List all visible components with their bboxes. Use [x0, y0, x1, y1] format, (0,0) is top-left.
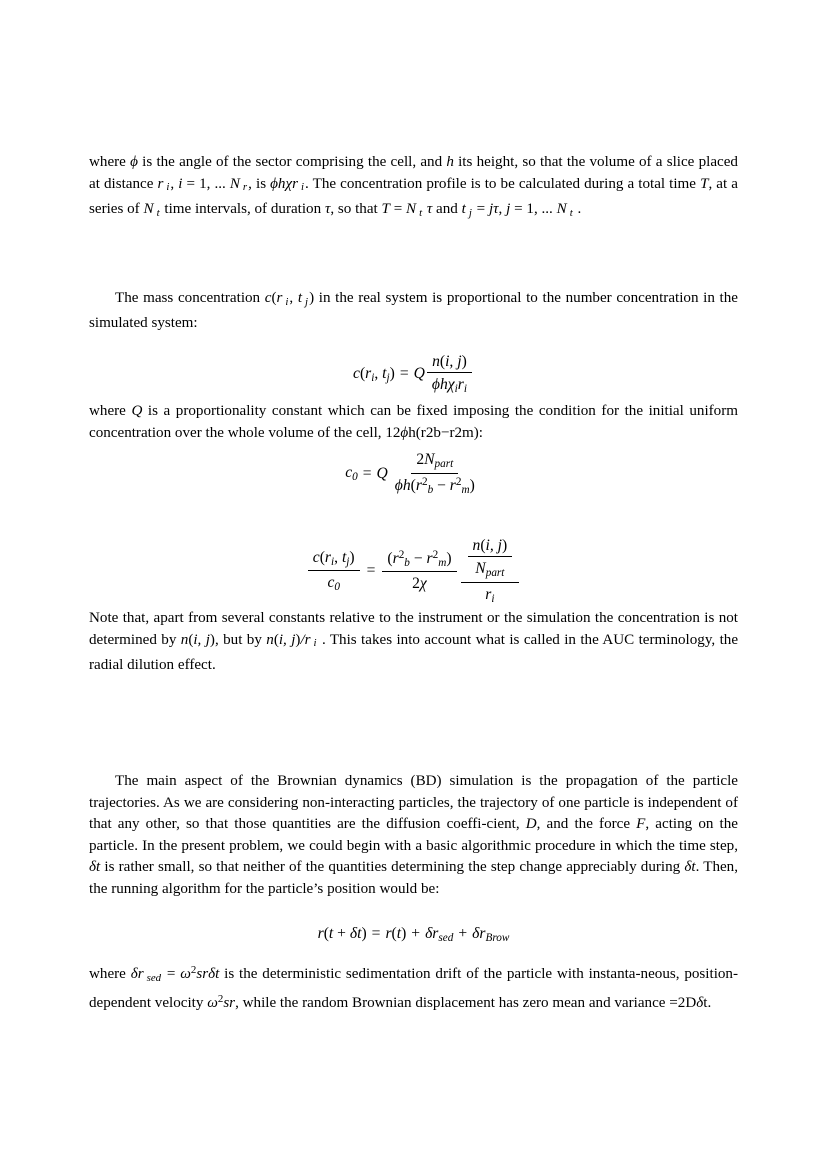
paragraph-text: where ϕ is the angle of the sector comprising the cell, and h its height, so that the volume of a slice placed at distance r i, i = 1, ... N r, is ϕhχr i. The concentration profile is to be calculated during a total time T, at a series of N t time intervals, of duration τ, so that T = N t τ and t j = jτ, j = 1, ... N t .: [89, 154, 738, 219]
eq9-right-denominator: $r_i$: [485, 585, 495, 605]
paragraph-sedimentation-drift: [89, 960, 738, 1015]
eq7-denominator: $\phi h\chi_ir_i$: [431, 376, 467, 395]
eq8-lhs: $c_0$: [345, 464, 358, 484]
paragraph-text: The mass concentration c(r i, t j) in the real system is proportional to the number concentration in the simulated system:: [89, 290, 738, 332]
paragraph-proportionality-constant: [89, 401, 738, 444]
eq9-mid-denominator: 2χ: [412, 575, 427, 593]
eq9-lhs-fraction: [308, 548, 360, 595]
eq9-inner-fraction: [468, 536, 513, 581]
eq7-numerator: n(i, j): [427, 352, 472, 373]
equation-c0: [89, 450, 738, 497]
eq9-equals: =: [366, 562, 376, 580]
eq7-lhs: $c(r_i$, $t_j$): [353, 364, 395, 384]
paragraph-mass-concentration: [89, 288, 738, 335]
eq8-fraction: [390, 450, 480, 497]
eq9-mid-numerator: $(r^2_b - r^2_m)$: [382, 549, 456, 573]
equation-row: [318, 925, 510, 944]
equation-concentration: [89, 352, 738, 397]
equation-position-update: [89, 925, 738, 944]
eq10-rhs3: $\delta r_{Brow}$: [472, 925, 510, 944]
eq10-rhs1: r(t): [385, 925, 407, 943]
paragraph-radial-dilution: [89, 608, 738, 677]
eq8-q: Q: [376, 464, 388, 482]
eq7-q: Q: [413, 365, 425, 383]
eq8-denominator: $\phi h(r^2_b - r^2_m)$: [394, 475, 475, 496]
paragraph-text: The main aspect of the Brownian dynamics (BD) simulation is the propagation of the particle trajectories. As we are considering non-interacting particles, the trajectory of one particle is independent of that any other, so that those quantities are the diffusion coeffi-cient, D, and the force F, acting on the particle. In the present problem, we could begin with a basic algorithmic procedure in which the time step, δt is rather small, so that neither of the quantities determining the step change appreciably during δt. Then, the running algorithm for the particle’s position would be:: [89, 773, 739, 897]
eq9-right-fraction: [461, 536, 520, 606]
eq10-rhs2: $\delta r_{sed}$: [425, 925, 454, 944]
page-content: [89, 0, 738, 1170]
equation-row: [345, 450, 482, 497]
paragraph-where-phi: [89, 152, 738, 224]
eq7-equals: =: [399, 365, 409, 383]
paragraph-text: Note that, apart from several constants relative to the instrument or the simulation the concentration is not determined by n(i, j), but by n(i, j)/r i . This takes into account what is called in the AUC terminology, the radial dilution effect.: [89, 610, 739, 673]
eq9-right-numerator: [461, 536, 520, 583]
equation-row: [353, 352, 474, 397]
eq9-mid-fraction: [382, 549, 456, 594]
eq9-inner-numerator: n(i, j): [468, 536, 513, 557]
eq8-numerator: $2N_{part}$: [411, 450, 458, 474]
eq10-lhs: r(t + δt): [317, 925, 367, 943]
eq10-plus2: +: [411, 925, 421, 943]
eq10-plus3: +: [458, 925, 468, 943]
paragraph-text: where Q is a proportionality constant which can be fixed imposing the condition for the initial uniform concentration over the whole volume of the cell, 12ϕh(r2b−r2m):: [89, 403, 738, 441]
eq9-inner-denominator: $N_{part}$: [475, 560, 505, 579]
eq8-equals: =: [362, 464, 372, 482]
paragraph-text: where δr sed = $\omega^2sr\delta t$ is the deterministic sedimentation drift of the particle with instanta-neous, position-dependent velocity $\omega^2sr$, while the random Brownian displacement has zero mean and variance =2Dδt.: [89, 964, 739, 1012]
paragraph-bd-simulation: [89, 771, 738, 901]
equation-row: [306, 536, 521, 606]
equation-ratio: [89, 536, 738, 606]
eq10-equals: =: [371, 925, 381, 943]
eq9-lhs-denominator: $c_0$: [327, 574, 340, 594]
eq7-fraction: [427, 352, 472, 397]
eq9-lhs-numerator: $c(r_i$, $t_j$): [308, 548, 360, 572]
